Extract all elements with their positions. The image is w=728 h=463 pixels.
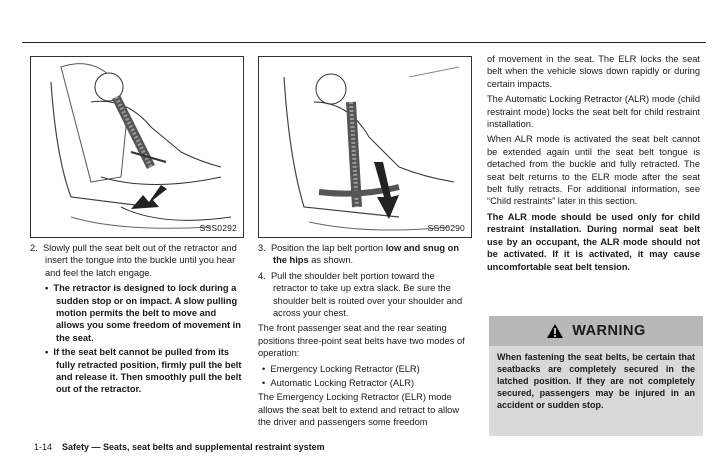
- figure-code: SSS0290: [427, 223, 465, 233]
- paragraph: The Emergency Locking Retractor (ELR) mode allows the seat belt to extend and retract to allow the driver and passengers some freedom: [258, 392, 460, 428]
- column-3: [487, 53, 700, 276]
- step-3: [258, 242, 471, 267]
- warning-body: When fastening the seat belts, be certain that seatbacks are completely secured in the latched position. If they are not completely secured, passengers may be injured in an accident or sudden stop.: [489, 346, 703, 436]
- paragraph: The front passenger seat and the rear seating positions three-point seat belts have two modes of operation:: [258, 323, 465, 359]
- column-1: [30, 242, 243, 398]
- bullet-text: The retractor is designed to lock during a sudden stop or on impact. A slow pulling motion permits the belt to move and allows you some freedom of movement in the seat.: [53, 283, 241, 343]
- step-text: Pull the shoulder belt portion toward the retractor to take up extra slack. Be sure the shoulder belt is routed over your shoulder and across your chest.: [270, 270, 463, 319]
- paragraph: When ALR mode is activated the seat belt cannot be extended again until the seat belt tongue is detached from the buckle and fully retracted. The seat belt returns to the ELR mode after the seat belt fully retracts. For additional information, see “Child restraints” later in this section.: [487, 134, 700, 207]
- page-footer: [34, 442, 325, 452]
- warning-header: [489, 316, 703, 346]
- paragraph: The Automatic Locking Retractor (ALR) mode (child restraint mode) locks the seat belt for child restraint installation.: [487, 94, 700, 130]
- step-text: Position the lap belt portion: [270, 243, 386, 253]
- step-number: 4.: [258, 270, 266, 281]
- mode-text: Automatic Locking Retractor (ALR): [270, 378, 415, 389]
- bullet-text: If the seat belt cannot be pulled from its fully retracted position, firmly pull the belt and release it. Then smoothly pull the belt out of the retractor.: [53, 347, 242, 395]
- step-text: Slowly pull the seat belt out of the retractor and insert the tongue into the buckle until you hear and feel the latch engage.: [42, 243, 237, 278]
- column-2: [258, 242, 471, 432]
- bullet-item: • If the seat belt cannot be pulled from its fully retracted position, firmly pull the belt and release it. Then smoothly pull the belt out of the retractor.: [45, 347, 242, 395]
- step-4: [258, 270, 471, 320]
- step-number: 3.: [258, 243, 266, 253]
- mode-item: • Automatic Locking Retractor (ALR): [262, 378, 415, 389]
- figure-seatbelt-insert: [30, 56, 244, 238]
- top-rule: [22, 42, 706, 43]
- step-emphasis: low and snug on the hips: [273, 243, 460, 266]
- mode-item: • Emergency Locking Retractor (ELR): [262, 363, 420, 374]
- seatbelt-position-illustration: [259, 57, 471, 237]
- step-2: [30, 242, 243, 279]
- paragraph: of movement in the seat. The ELR locks the seat belt when the vehicle slows down rapidly or during certain impacts.: [487, 54, 700, 89]
- section-title: Safety — Seats, seat belts and supplemental restraint system: [62, 442, 325, 452]
- step-text-end: as shown.: [308, 255, 354, 266]
- figure-seatbelt-position: [258, 56, 472, 238]
- figure-code: SSS0292: [199, 223, 237, 233]
- seatbelt-insert-illustration: [31, 57, 243, 237]
- page-number: 1-14: [34, 442, 53, 452]
- bullet-item: • The retractor is designed to lock during a sudden stop or on impact. A slow pulling motion permits the belt to move and allows you some freedom of movement in the seat.: [45, 283, 241, 343]
- paragraph-emphasis: The ALR mode should be used only for child restraint installation. During normal seat belt use by an occupant, the ALR mode should not be activated. If it is activated, it may cause uncomfortable seat belt tension.: [487, 211, 700, 272]
- step-number: 2.: [30, 243, 38, 253]
- warning-triangle-icon: [546, 323, 564, 339]
- warning-title: WARNING: [572, 323, 646, 339]
- mode-text: Emergency Locking Retractor (ELR): [270, 363, 420, 374]
